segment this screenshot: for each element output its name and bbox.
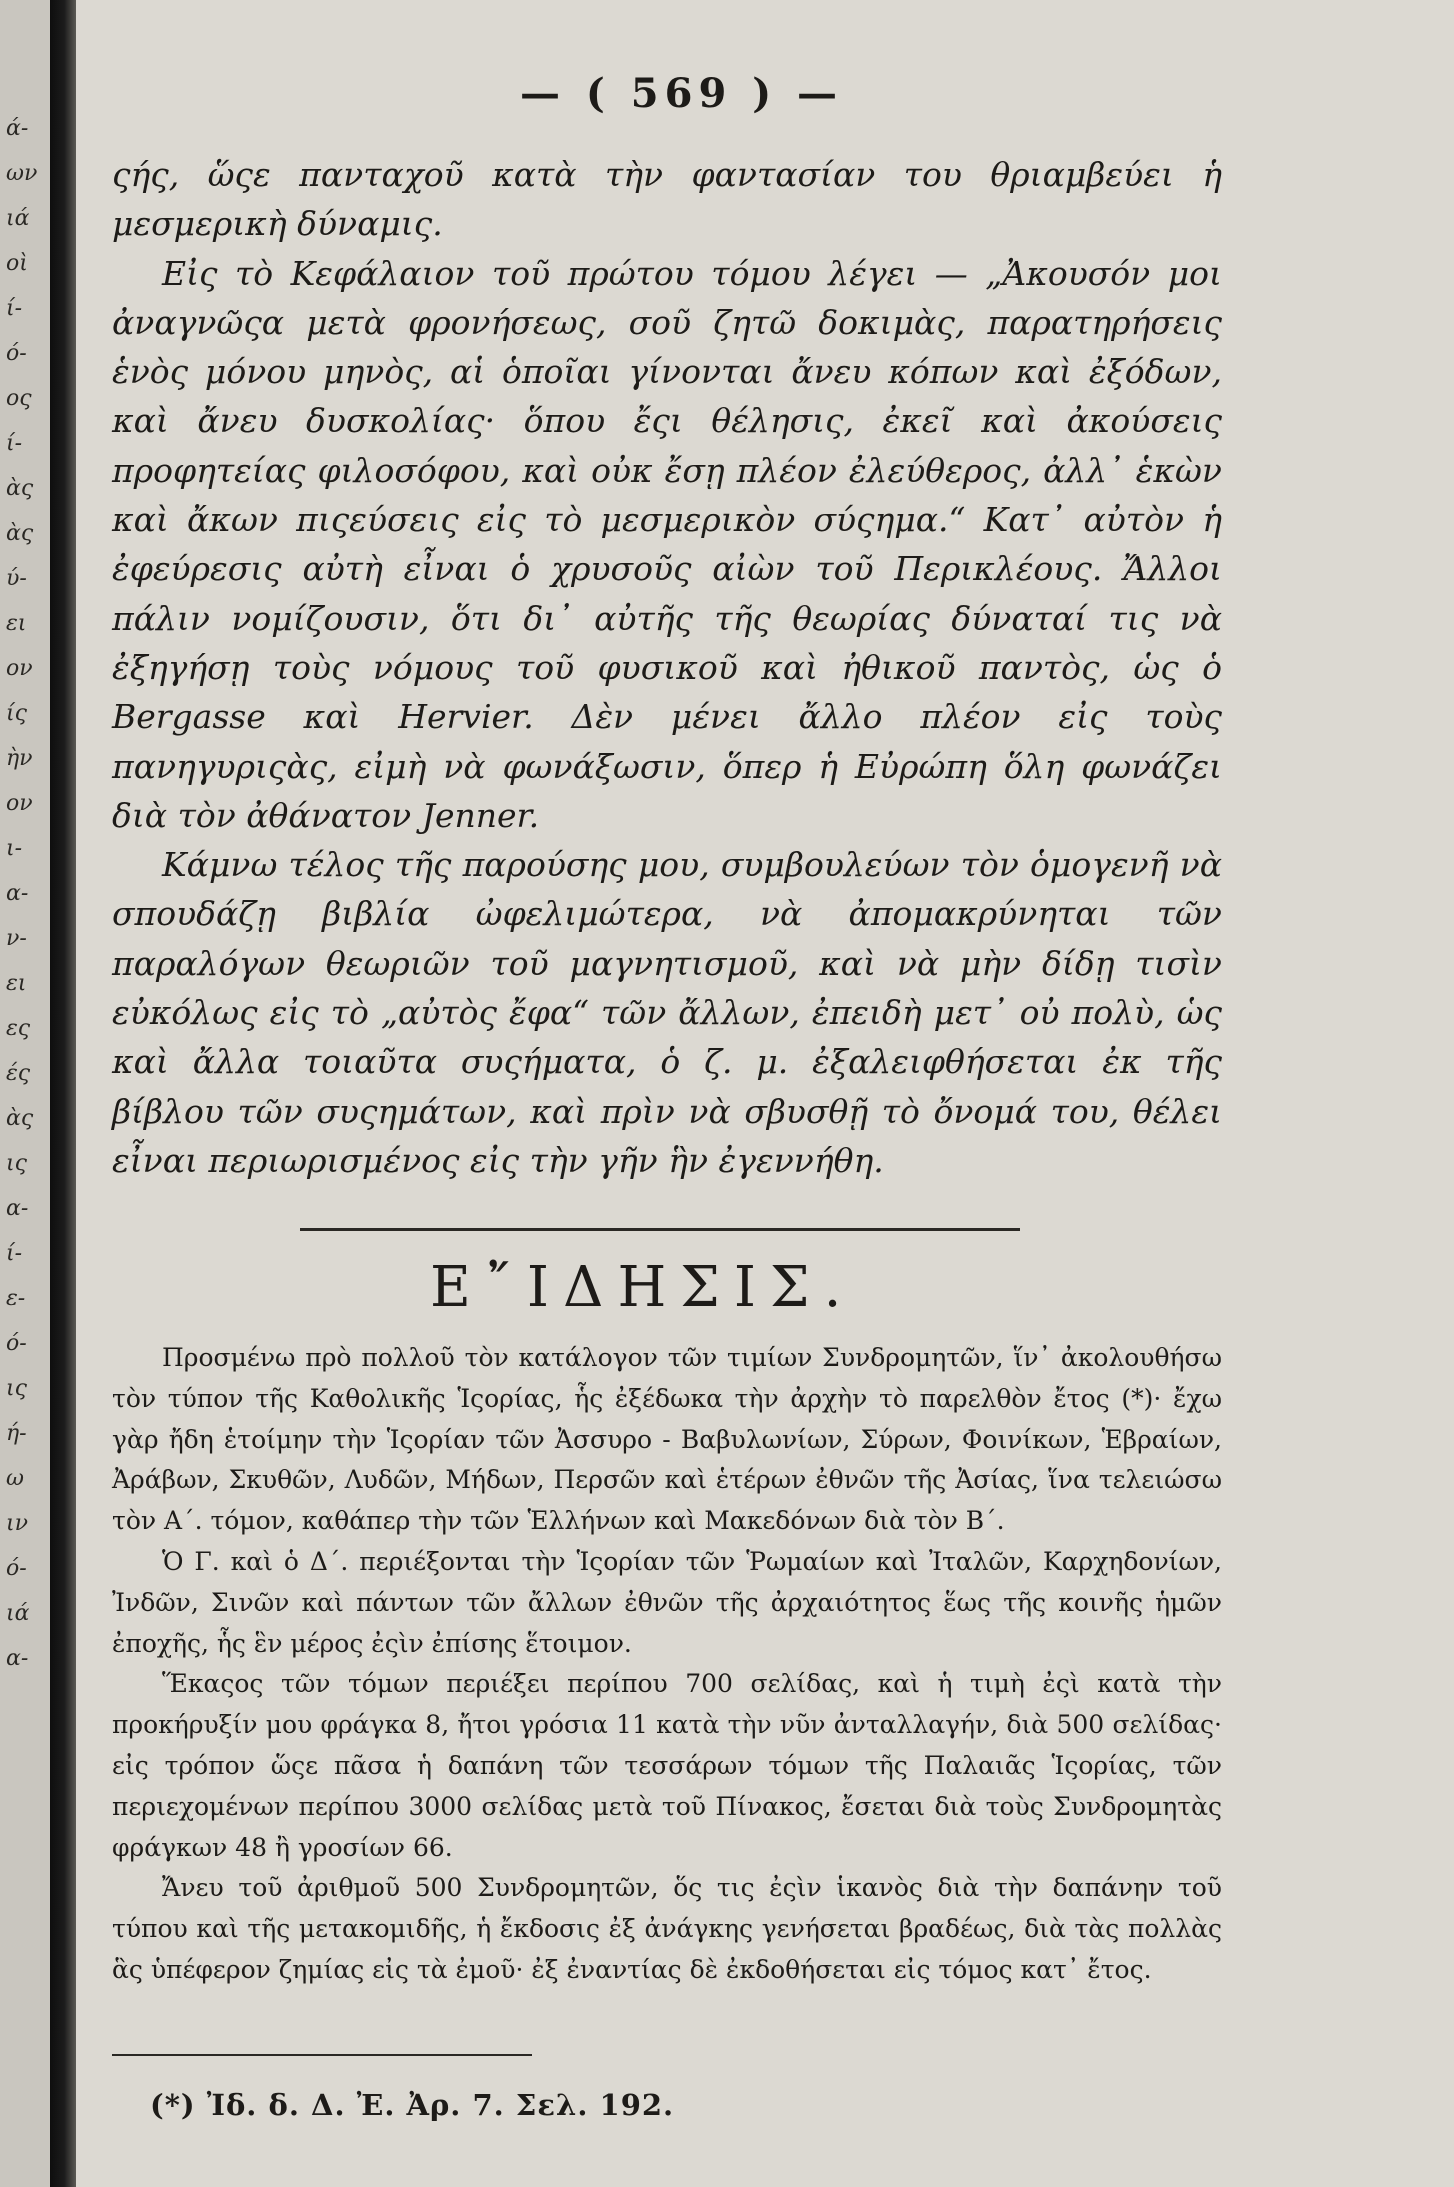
adjacent-page-fragment: ω bbox=[6, 1466, 24, 1491]
adjacent-page-fragment: ή- bbox=[6, 1421, 27, 1446]
notice-paragraph: Ἕκαςος τῶν τόμων περιέξει περίπου 700 σελίδας, καὶ ἡ τιμὴ ἐςὶ κατὰ τὴν προκήρυξίν μου φράγκα 8, ἤτοι γρόσια 11 κατὰ τὴν νῦν ἀνταλλαγήν, διὰ 500 σελίδας· εἰς τρόπον ὥςε πᾶσα ἡ δαπάνη τῶν τεσσάρων τόμων τῆς Παλαιᾶς Ἱςορίας, τῶν περιεχομένων περίπου 3000 σελίδας μετὰ τοῦ Πίνακος, ἔσεται διὰ τοὺς Συνδρομητὰς φράγκων 48 ἢ γροσίων 66. bbox=[112, 1669, 1222, 1862]
adjacent-page-fragment: ίς bbox=[6, 701, 27, 726]
adjacent-page-fragment: ό- bbox=[6, 1556, 27, 1581]
adjacent-page-fragment: ές bbox=[6, 1061, 31, 1086]
adjacent-page-fragment: ί- bbox=[6, 431, 23, 456]
adjacent-page-fragment: ό- bbox=[6, 341, 27, 366]
adjacent-page-fragment: ες bbox=[6, 1016, 31, 1041]
body-paragraph: ςής, ὥςε πανταχοῦ κατὰ τὴν φαντασίαν του θριαμβεύει ἡ μεσμερικὴ δύναμις. bbox=[112, 155, 1222, 244]
adjacent-page-fragment: ον bbox=[6, 656, 33, 681]
adjacent-page-fragment: α- bbox=[6, 881, 29, 906]
body-text bbox=[112, 150, 1222, 1185]
adjacent-page-fragment: ὰς bbox=[6, 476, 34, 501]
adjacent-page-fragment: ων bbox=[6, 161, 38, 186]
notice-paragraph: Ἄνευ τοῦ ἀριθμοῦ 500 Συνδρομητῶν, ὅς τις ἐςὶν ἱκανὸς διὰ τὴν δαπάνην τοῦ τύπου καὶ τῆς μετακομιδῆς, ἡ ἔκδοσις ἐξ ἀνάγκης γενήσεται βραδέως, διὰ τὰς πολλὰς ἃς ὑπέφερον ζημίας εἰς τὰ ἐμοῦ· ἐξ ἐναντίας δὲ ἐκδοθήσεται εἰς τόμος κατ᾽ ἔτος. bbox=[112, 1873, 1222, 1984]
adjacent-page-fragment: ις bbox=[6, 1376, 27, 1401]
notice-paragraph: Προσμένω πρὸ πολλοῦ τὸν κατάλογον τῶν τιμίων Συνδρομητῶν, ἵν᾽ ἀκολουθήσω τὸν τύπον τῆς Καθολικῆς Ἱςορίας, ἧς ἐξέδωκα τὴν ἀρχὴν τὸ παρελθὸν ἔτος (*)· ἔχω γὰρ ἤδη ἑτοίμην τὴν Ἱςορίαν τῶν Ἀσσυρο - Βαβυλωνίων, Σύρων, Φοινίκων, Ἑβραίων, Ἀράβων, Σκυθῶν, Λυδῶν, Μήδων, Περσῶν καὶ ἑτέρων ἐθνῶν τῆς Ἀσίας, ἵνα τελειώσω τὸν Α΄. τόμον, καθάπερ τὴν τῶν Ἑλλήνων καὶ Μακεδόνων διὰ τὸν Β΄. bbox=[112, 1343, 1222, 1536]
section-divider bbox=[300, 1228, 1020, 1231]
adjacent-page-fragment: ον bbox=[6, 791, 33, 816]
adjacent-page-fragment: ιν bbox=[6, 1511, 28, 1536]
adjacent-page-fragment: ό- bbox=[6, 1331, 27, 1356]
footnote: (*) Ἰδ. δ. Δ. Ἐ. Ἀρ. 7. Σελ. 192. bbox=[150, 2088, 675, 2122]
adjacent-page-fragment: ιά bbox=[6, 1601, 30, 1626]
adjacent-page-edge bbox=[0, 0, 50, 2187]
notice-text bbox=[112, 1338, 1222, 1991]
adjacent-page-fragment: ὴν bbox=[6, 746, 33, 771]
adjacent-page-fragment: ί- bbox=[6, 1241, 23, 1266]
adjacent-page-fragment: ὰς bbox=[6, 1106, 34, 1131]
body-paragraph: Κάμνω τέλος τῆς παρούσης μου, συμβουλεύων τὸν ὁμογενῆ νὰ σπουδάζῃ βιβλία ὠφελιμώτερα, νὰ ἀπομακρύνηται τῶν παραλόγων θεωριῶν τοῦ μαγνητισμοῦ, καὶ νὰ μὴν δίδῃ τισὶν εὐκόλως εἰς τὸ „αὐτὸς ἔφα“ τῶν ἄλλων, ἐπειδὴ μετ᾽ οὐ πολὺ, ὡς καὶ ἄλλα τοιαῦτα συςήματα, ὁ ζ. μ. ἐξαλειφθήσεται ἐκ τῆς βίβλου τῶν συςημάτων, καὶ πρὶν νὰ σβυσθῇ τὸ ὄνομά του, θέλει εἶναι περιωρισμένος εἰς τὴν γῆν ἣν ἐγεννήθη. bbox=[112, 845, 1222, 1180]
book-gutter bbox=[50, 0, 76, 2187]
notice-title: Ε῎ΙΔΗΣΙΣ. bbox=[430, 1255, 856, 1320]
adjacent-page-fragment: ι- bbox=[6, 836, 23, 861]
adjacent-page-fragment: ί- bbox=[6, 296, 23, 321]
adjacent-page-fragment: ά- bbox=[6, 116, 29, 141]
notice-paragraph: Ὁ Γ. καὶ ὁ Δ΄. περιέξονται τὴν Ἱςορίαν τῶν Ῥωμαίων καὶ Ἰταλῶν, Καρχηδονίων, Ἰνδῶν, Σινῶν καὶ πάντων τῶν ἄλλων ἐθνῶν τῆς ἀρχαιότητος ἕως τῆς κοινῆς ἡμῶν ἐποχῆς, ἧς ἓν μέρος ἐςὶν ἐπίσης ἕτοιμον. bbox=[112, 1546, 1222, 1658]
adjacent-page-fragment: ε- bbox=[6, 1286, 26, 1311]
adjacent-page-fragment: ιά bbox=[6, 206, 30, 231]
adjacent-page-fragment: ει bbox=[6, 971, 27, 996]
body-paragraph: Εἰς τὸ Κεφάλαιον τοῦ πρώτου τόμου λέγει — „Ἀκουσόν μοι ἀναγνῶςα μετὰ φρονήσεως, σοῦ ζητῶ δοκιμὰς, παρατηρήσεις ἑνὸς μόνου μηνὸς, αἱ ὁποῖαι γίνονται ἄνευ κόπων καὶ ἐξόδων, καὶ ἄνευ δυσκολίας· ὅπου ἔςι θέλησις, ἐκεῖ καὶ ἀκούσεις προφητείας φιλοσόφου, καὶ οὐκ ἔσῃ πλέον ἐλεύθερος, ἀλλ᾽ ἑκὼν καὶ ἄκων πιςεύσεις εἰς τὸ μεσμερικὸν σύςημα.“ Κατ᾽ αὐτὸν ἡ ἐφεύρεσις αὐτὴ εἶναι ὁ χρυσοῦς αἰὼν τοῦ Περικλέους. Ἄλλοι πάλιν νομίζουσιν, ὅτι δι᾽ αὐτῆς τῆς θεωρίας δύναταί τις νὰ ἐξηγήσῃ τοὺς νόμους τοῦ φυσικοῦ καὶ ἠθικοῦ παντὸς, ὡς ὁ Bergasse καὶ Hervier. Δὲν μένει ἄλλο πλέον εἰς τοὺς πανηγυριςὰς, εἰμὴ νὰ φωνάξωσιν, ὅπερ ἡ Εὐρώπη ὅλη φωνάζει διὰ τὸν ἀθάνατον Jenner. bbox=[112, 253, 1222, 835]
adjacent-page-fragment: ν- bbox=[6, 926, 27, 951]
adjacent-page-fragment: ει bbox=[6, 611, 27, 636]
adjacent-page-fragment: ος bbox=[6, 386, 32, 411]
adjacent-page-fragment: α- bbox=[6, 1646, 29, 1671]
adjacent-page-fragment: οὶ bbox=[6, 251, 28, 276]
adjacent-page-fragment: α- bbox=[6, 1196, 29, 1221]
adjacent-page-fragment: ύ- bbox=[6, 566, 27, 591]
adjacent-page-fragment: ις bbox=[6, 1151, 27, 1176]
page-number-header: — ( 569 ) — bbox=[520, 70, 844, 117]
footnote-divider bbox=[112, 2054, 532, 2056]
adjacent-page-fragment: ὰς bbox=[6, 521, 34, 546]
